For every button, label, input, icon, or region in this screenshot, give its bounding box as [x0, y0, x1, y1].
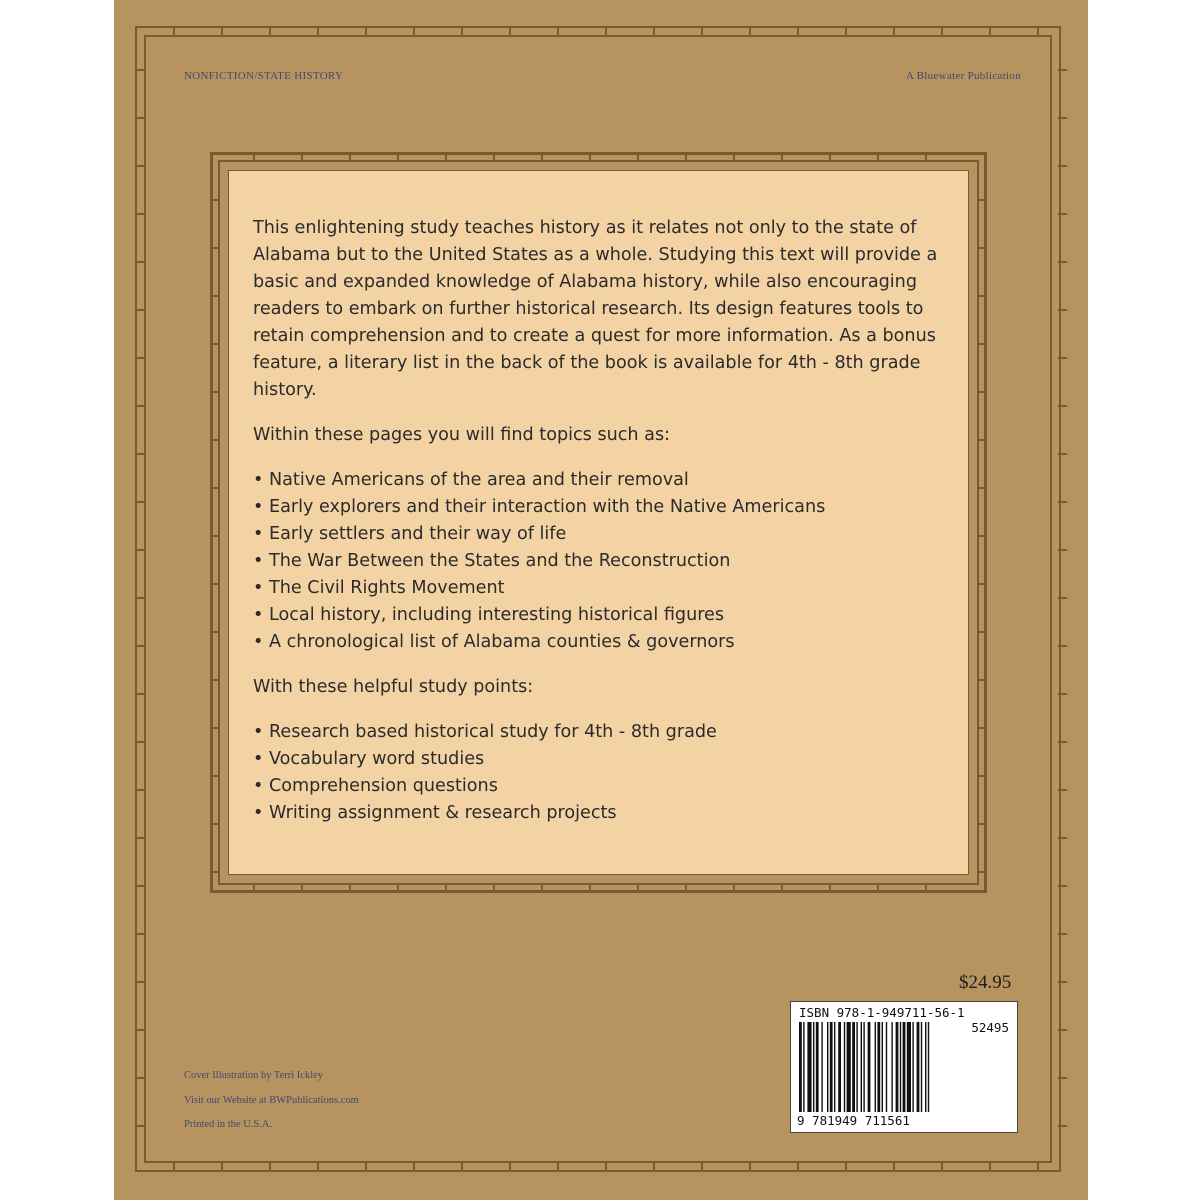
barcode-bar — [921, 1022, 922, 1112]
barcode-bar — [912, 1022, 913, 1112]
barcode-price-code: 52495 — [971, 1020, 1009, 1035]
ean-digits: 9 781949 711561 — [797, 1113, 910, 1128]
barcode-bar — [877, 1022, 880, 1112]
list-item: • Early settlers and their way of life — [253, 521, 953, 548]
printed-in-label: Printed in the U.S.A. — [184, 1119, 273, 1130]
barcode-bars — [799, 1022, 1009, 1114]
list-item: • Native Americans of the area and their removal — [253, 467, 953, 494]
barcode-bar — [799, 1022, 802, 1112]
points-list — [253, 719, 953, 827]
barcode-bar — [900, 1022, 901, 1112]
barcode-bar — [816, 1022, 819, 1112]
barcode-bar — [886, 1022, 887, 1112]
isbn-number: ISBN 978-1-949711-56-1 — [799, 1005, 965, 1020]
barcode-bar — [903, 1022, 906, 1112]
barcode-bar — [875, 1022, 876, 1112]
barcode-bar — [803, 1022, 804, 1112]
intro-paragraph: This enlightening study teaches history as it relates not only to the state of Alabama but to the United States as a whole. Studying this text will provide a basic and expanded knowledge of Alabama history, while also encouraging readers to embark on further historical research. Its design features tools to retain comprehension and to create a quest for more information. As a bonus feature, a literary list in the back of the book is available for 4th - 8th grade history. — [253, 218, 938, 400]
barcode-bar — [813, 1022, 814, 1112]
back-cover — [114, 0, 1088, 1200]
barcode-bar — [838, 1022, 841, 1112]
barcode-bar — [868, 1022, 871, 1112]
barcode-bar — [834, 1022, 835, 1112]
barcode-bar — [907, 1022, 911, 1112]
category-label: NONFICTION/STATE HISTORY — [184, 70, 344, 82]
list-item: • Vocabulary word studies — [253, 746, 953, 773]
barcode-bar — [928, 1022, 929, 1112]
barcode-bar — [852, 1022, 855, 1112]
list-item: • Research based historical study for 4th - 8th grade — [253, 719, 953, 746]
list-item: • Local history, including interesting historical figures — [253, 602, 953, 629]
description-text — [253, 215, 953, 845]
barcode-bar — [861, 1022, 862, 1112]
topics-list — [253, 467, 953, 656]
barcode-bar — [856, 1022, 857, 1112]
list-item: • Early explorers and their interaction with the Native Americans — [253, 494, 953, 521]
topics-heading: Within these pages you will find topics such as: — [253, 425, 671, 445]
barcode-bar — [847, 1022, 851, 1112]
illustration-credit: Cover Illustration by Terri Ickley — [184, 1070, 324, 1081]
barcode-bar — [891, 1022, 892, 1112]
list-item: • Comprehension questions — [253, 773, 953, 800]
list-item: • A chronological list of Alabama counties & governors — [253, 629, 953, 656]
publisher-label: A Bluewater Publication — [905, 70, 1021, 82]
website-link-text: Visit our Website at BWPublications.com — [184, 1095, 359, 1106]
barcode-bar — [821, 1022, 822, 1112]
barcode-bar — [882, 1022, 883, 1112]
barcode-bar — [844, 1022, 845, 1112]
points-heading: With these helpful study points: — [253, 677, 534, 697]
list-item: • The War Between the States and the Reconstruction — [253, 548, 953, 575]
barcode-bar — [863, 1022, 864, 1112]
barcode-bar — [830, 1022, 833, 1112]
barcode-bar — [807, 1022, 811, 1112]
list-item: • The Civil Rights Movement — [253, 575, 953, 602]
price-label: $24.95 — [959, 972, 1012, 993]
barcode-bar — [896, 1022, 899, 1112]
list-item: • Writing assignment & research projects — [253, 800, 953, 827]
barcode-bar — [925, 1022, 926, 1112]
barcode-bar — [827, 1022, 828, 1112]
barcode-bar — [917, 1022, 920, 1112]
isbn-barcode — [790, 1001, 1018, 1133]
